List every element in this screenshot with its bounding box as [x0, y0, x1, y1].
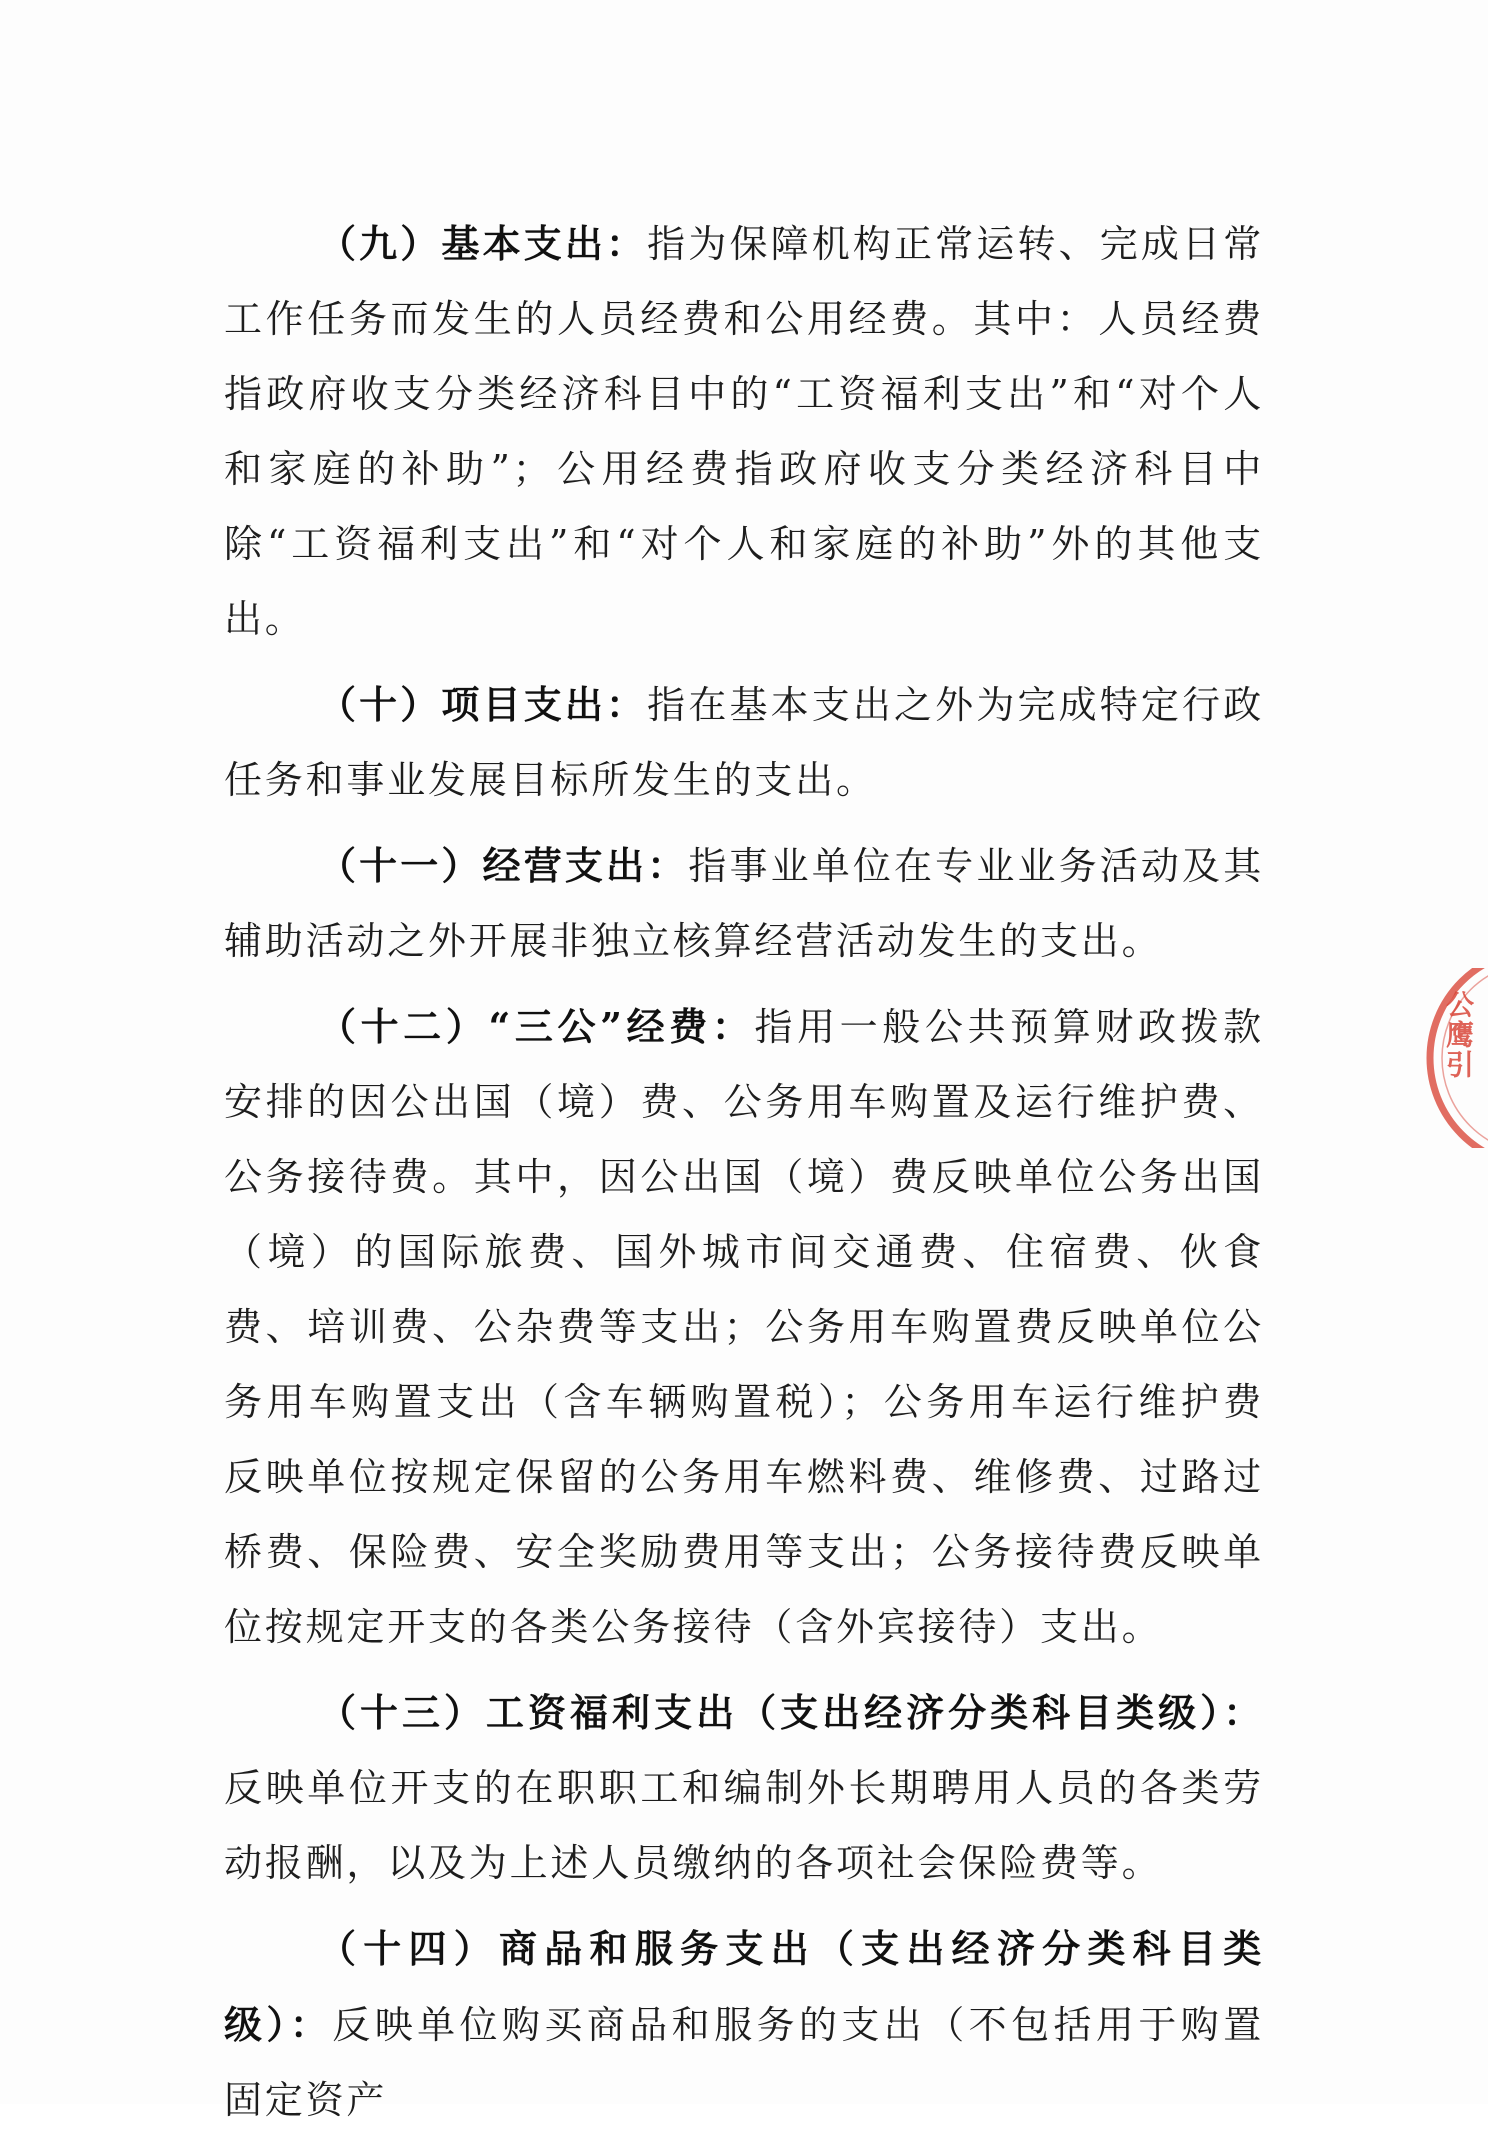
paragraph-heading: （十二）“三公”经费： — [318, 1004, 755, 1049]
document-body — [224, 206, 1264, 2148]
paragraph-body: 指为保障机构正常运转、完成日常工作任务而发生的人员经费和公用经费。其中：人员经费指政府收支分类经济科目中的“工资福利支出”和“对个人和家庭的补助”；公用经费指政府收支分类经济科目中除“工资福利支出”和“对个人和家庭的补助”外的其他支出。 — [224, 222, 1264, 641]
seal-text: 公鹰引 — [1442, 990, 1475, 1080]
paragraph-operating-expenditure — [224, 828, 1264, 979]
paragraph-body: 反映单位开支的在职职工和编制外长期聘用人员的各类劳动报酬，以及为上述人员缴纳的各项社会保险费等。 — [224, 1766, 1264, 1885]
paragraph-heading: （十三）工资福利支出（支出经济分类科目类级）： — [318, 1690, 1264, 1735]
paragraph-basic-expenditure — [224, 206, 1264, 657]
paragraph-three-public-expenses — [224, 989, 1264, 1665]
paragraph-heading: （十）项目支出： — [318, 682, 648, 727]
paragraph-wage-welfare-expenditure — [224, 1675, 1264, 1901]
paragraph-heading: （十四）商品和服务支出（支出经济分类科目类级）： — [224, 1926, 1264, 2047]
paragraph-body: 指在基本支出之外为完成特定行政任务和事业发展目标所发生的支出。 — [224, 683, 1264, 802]
paragraph-project-expenditure — [224, 667, 1264, 818]
paragraph-body: 指事业单位在专业业务活动及其辅助活动之外开展非独立核算经营活动发生的支出。 — [224, 844, 1265, 963]
paragraph-heading: （十一）经营支出： — [318, 843, 689, 888]
red-seal-partial — [1418, 968, 1488, 1148]
paragraph-body: 指用一般公共预算财政拨款安排的因公出国（境）费、公务用车购置及运行维护费、公务接待费。其中，因公出国（境）费反映单位公务出国（境）的国际旅费、国外城市间交通费、住宿费、伙食费、培训费、公杂费等支出；公务用车购置费反映单位公务用车购置支出（含车辆购置税）；公务用车运行维护费反映单位按规定保留的公务用车燃料费、维修费、过路过桥费、保险费、安全奖励费用等支出；公务接待费反映单位按规定开支的各类公务接待（含外宾接待）支出。 — [224, 1005, 1264, 1649]
paragraph-heading: （九）基本支出： — [318, 221, 648, 266]
paragraph-body: 反映单位购买商品和服务的支出（不包括用于购置固定资产 — [224, 2003, 1264, 2122]
